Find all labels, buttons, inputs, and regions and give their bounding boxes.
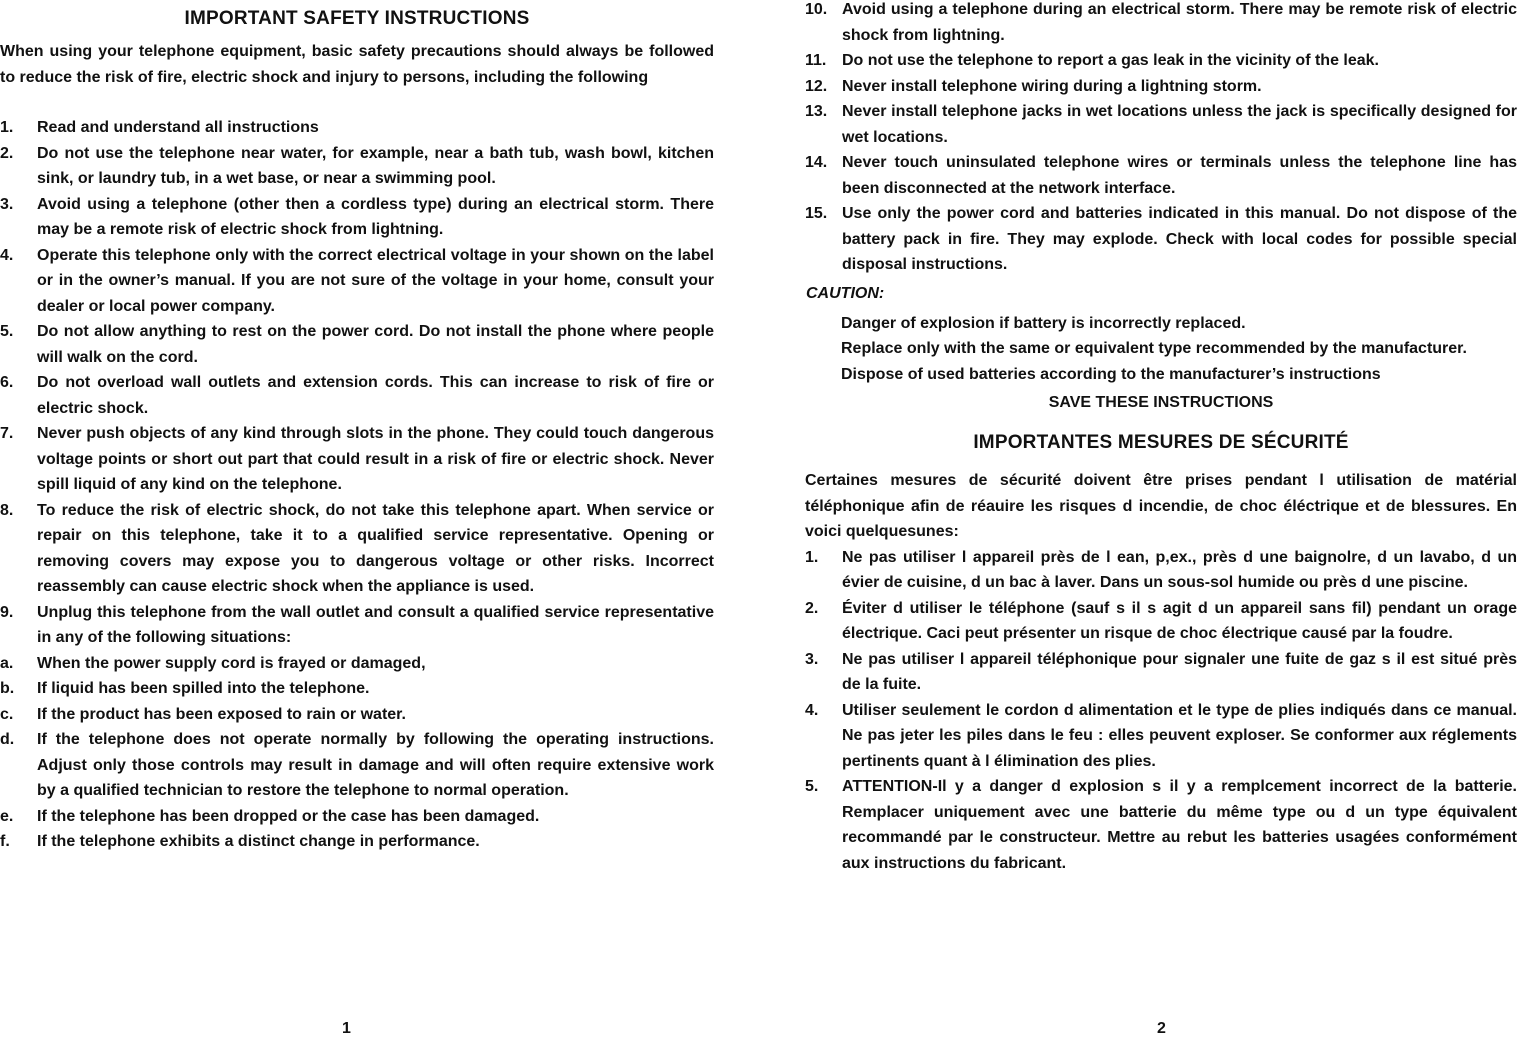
- intro-paragraph: When using your telephone equipment, basic safety precautions should always be followed to reduce the risk of fire, electric shock and injury to persons, including the following: [0, 43, 714, 86]
- list-item: 7. Never push objects of any kind through slots in the phone. They could touch dangerous voltage points or short out part that could result in a risk of fire or electric shock. Never spill liquid of any kind on the telephone.: [0, 425, 714, 493]
- list-item: 4. Operate this telephone only with the correct electrical voltage in your shown on the label or in the owner’s manual. If you are not sure of the voltage in your home, consult your dealer or local power company.: [0, 246, 714, 315]
- list-item: 6. Do not overload wall outlets and extension cords. This can increase to risk of fire or electric shock.: [0, 374, 714, 417]
- list-item: 2. Éviter d utiliser le téléphone (sauf s il s agit d un appareil sans fil) pendant un orage électrique. Caci peut présenter un risque de choc électrique causé par la foudre.: [805, 599, 1517, 642]
- list-item: 4. Utiliser seulement le cordon d alimentation et le type de plies indiqués dans ce manual. Ne pas jeter les piles dans le feu : elles peuvent exploser. Se conformer aux réglements pertinents quant à l élimination des plies.: [805, 701, 1517, 770]
- safety-list-continued: [805, 0, 1517, 278]
- page-title: IMPORTANT SAFETY INSTRUCTIONS: [184, 8, 530, 29]
- left-page: [0, 0, 714, 855]
- list-item: c. If the product has been exposed to rain or water.: [0, 705, 406, 723]
- list-item: 3. Avoid using a telephone (other then a cordless type) during an electrical storm. There may be a remote risk of electric shock from lightning.: [0, 195, 714, 238]
- list-item: a. When the power supply cord is frayed or damaged,: [0, 654, 426, 672]
- page-number: 1: [342, 1020, 351, 1037]
- list-item: 11. Do not use the telephone to report a gas leak in the vicinity of the leak.: [805, 52, 1379, 69]
- list-item: 1. Read and understand all instructions: [0, 119, 319, 136]
- caution-line: Danger of explosion if battery is incorrectly replaced.: [841, 314, 1246, 332]
- list-item: 15. Use only the power cord and batteries indicated in this manual. Do not dispose of the battery pack in fire. They may explode. Check with local codes for possible special disposal instructions.: [805, 205, 1517, 273]
- list-item: 3. Ne pas utiliser l appareil téléphonique pour signaler une fuite de gaz s il est situé près de la fuite.: [805, 650, 1517, 693]
- caution-line: Dispose of used batteries according to the manufacturer’s instructions: [841, 365, 1381, 383]
- list-item: 2. Do not use the telephone near water, for example, near a bath tub, wash bowl, kitchen sink, or laundry tub, in a wet base, or near a swimming pool.: [0, 144, 714, 187]
- save-instructions: SAVE THESE INSTRUCTIONS: [1048, 394, 1274, 411]
- list-item: 5. ATTENTION-Il y a danger d explosion s il y a remplcement incorrect de la batterie. Remplacer uniquement avec une batterie du même type ou d un type équivalent recommandé par le constructeur. Mettre au rebut les batteries usagées conformément aux instructions du fabricant.: [805, 778, 1517, 872]
- french-title: IMPORTANTES MESURES DE SÉCURITÉ: [973, 432, 1349, 453]
- safety-list: [0, 115, 714, 855]
- french-list: [805, 545, 1517, 877]
- list-item: 10. Avoid using a telephone during an electrical storm. There may be remote risk of electric shock from lightning.: [805, 1, 1517, 44]
- caution-label: CAUTION:: [806, 284, 885, 302]
- caution-line: Replace only with the same or equivalent type recommended by the manufacturer.: [841, 340, 1467, 357]
- list-item: 5. Do not allow anything to rest on the power cord. Do not install the phone where people will walk on the cord.: [0, 323, 714, 366]
- page-number: 2: [1157, 1020, 1166, 1037]
- list-item: 8. To reduce the risk of electric shock, do not take this telephone apart. When service or repair on this telephone, take it to a qualified service representative. Opening or removing covers may expose you to dangerous voltage or other risks. Incorrect reassembly can cause electric shock when the appliance is used.: [0, 501, 714, 595]
- list-item: b. If liquid has been spilled into the telephone.: [0, 680, 370, 697]
- list-item: 1. Ne pas utiliser l appareil près de l ean, p,ex., près d une baignolre, d un lavabo, d un évier de cuisine, d un bac à laver. Dans un sous-sol humide ou près d une piscine.: [805, 548, 1517, 591]
- list-item: 12. Never install telephone wiring during a lightning storm.: [805, 77, 1262, 95]
- list-item: 13. Never install telephone jacks in wet locations unless the jack is specifically designed for wet locations.: [805, 103, 1517, 146]
- list-item: 14. Never touch uninsulated telephone wires or terminals unless the telephone line has been disconnected at the network interface.: [805, 154, 1517, 197]
- right-page: [805, 0, 1517, 876]
- french-intro: Certaines mesures de sécurité doivent être prises pendant l utilisation de matérial téléphonique afin de réauire les risques d incendie, de choc éléctrique et de blessures. En voici quelquesunes:: [805, 472, 1517, 540]
- list-item: 9. Unplug this telephone from the wall outlet and consult a qualified service representative in any of the following situations:: [0, 603, 714, 646]
- list-item: f. If the telephone exhibits a distinct change in performance.: [0, 833, 480, 850]
- list-item: d. If the telephone does not operate normally by following the operating instructions. Adjust only those controls may result in damage and will often require extensive work by a qualified technician to restore the telephone to normal operation.: [0, 731, 714, 799]
- list-item: e. If the telephone has been dropped or the case has been damaged.: [0, 807, 540, 825]
